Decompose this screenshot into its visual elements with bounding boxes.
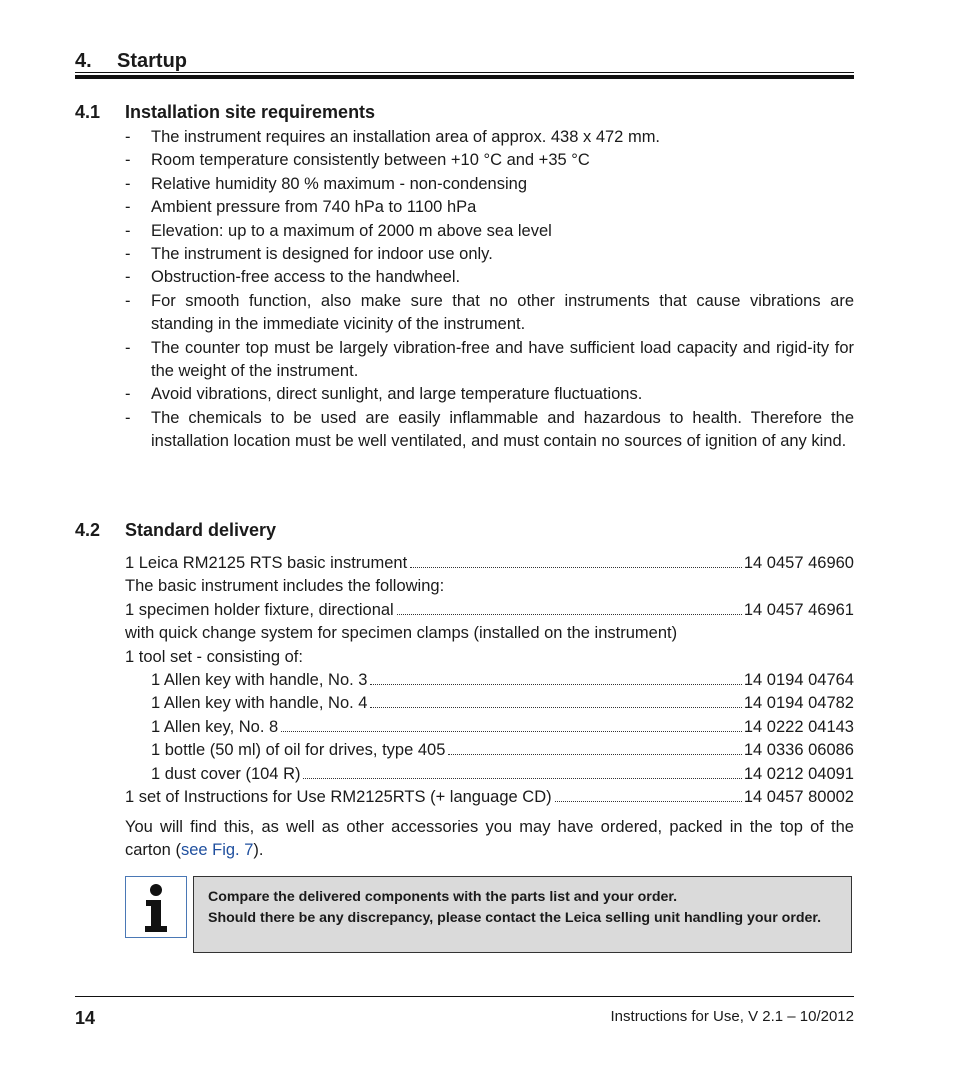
delivery-row bbox=[125, 599, 854, 622]
section-title: Standard delivery bbox=[125, 520, 277, 540]
page-number: 14 bbox=[75, 1008, 96, 1028]
list-item: - Obstruction-free access to the handwheel. bbox=[125, 268, 461, 287]
requirements-list bbox=[125, 126, 854, 454]
part-number: 14 0194 04764 bbox=[743, 671, 854, 690]
item-label: 1 Leica RM2125 RTS basic instrument bbox=[125, 554, 408, 572]
section-heading-installation bbox=[75, 100, 854, 124]
leader-dots bbox=[370, 684, 741, 685]
list-item: - The counter top must be largely vibration-free and have sufficient load capacity and rigid-ity for the weight of the instrument. bbox=[125, 338, 854, 381]
part-number: 14 0457 46960 bbox=[743, 554, 854, 572]
delivery-row bbox=[125, 739, 854, 762]
leader-dots bbox=[281, 731, 742, 732]
list-item: - The chemicals to be used are easily inflammable and hazardous to health. Therefore the installation location must be well ventilated, and must contain no sources of ignition of any kind. bbox=[125, 408, 854, 451]
list-item: - Room temperature consistently between +10 °C and +35 °C bbox=[125, 151, 590, 170]
part-number: 14 0336 06086 bbox=[743, 741, 854, 760]
section-number: 4.1 bbox=[75, 102, 101, 122]
section-title: Installation site requirements bbox=[125, 102, 376, 122]
chapter-rule-thick bbox=[75, 75, 854, 79]
item-label: 1 set of Instructions for Use RM2125RTS (+ language CD) bbox=[125, 788, 552, 807]
leader-dots bbox=[410, 567, 742, 568]
section-heading-delivery bbox=[75, 518, 854, 542]
list-item: - Avoid vibrations, direct sunlight, and large temperature fluctuations. bbox=[125, 385, 643, 404]
delivery-row bbox=[125, 786, 854, 809]
list-item: - The instrument requires an installation area of approx. 438 x 472 mm. bbox=[125, 128, 661, 146]
includes-text: The basic instrument includes the following: bbox=[125, 577, 445, 596]
leader-dots bbox=[303, 778, 741, 779]
leader-dots bbox=[555, 801, 742, 802]
delivery-note: You will find this, as well as other accessories you may have ordered, packed in the top of the carton (see Fig. 7). bbox=[125, 818, 854, 860]
chapter-number: 4. bbox=[75, 50, 92, 72]
item-label: 1 bottle (50 ml) of oil for drives, type 405 bbox=[151, 741, 446, 760]
section-number: 4.2 bbox=[75, 520, 101, 540]
leader-dots bbox=[370, 707, 741, 708]
list-item: - For smooth function, also make sure that no other instruments that cause vibrations are standing in the immediate vicinity of the instrument. bbox=[125, 291, 854, 334]
chapter-heading bbox=[75, 49, 854, 73]
part-number: 14 0222 04143 bbox=[743, 717, 854, 736]
holder-note: with quick change system for specimen clamps (installed on the instrument) bbox=[125, 624, 678, 643]
figure-link[interactable]: see Fig. 7 bbox=[180, 841, 254, 860]
footer-rule bbox=[75, 996, 854, 997]
delivery-list bbox=[125, 552, 854, 809]
part-number: 14 0194 04782 bbox=[743, 694, 854, 713]
delivery-row bbox=[125, 763, 854, 786]
list-item: - Relative humidity 80 % maximum - non-condensing bbox=[125, 174, 528, 193]
chapter-rule-thin bbox=[75, 72, 854, 73]
chapter-title: Startup bbox=[117, 50, 187, 72]
delivery-row bbox=[125, 552, 854, 575]
item-label: 1 dust cover (104 R) bbox=[151, 764, 301, 783]
delivery-row bbox=[125, 692, 854, 715]
item-label: 1 specimen holder fixture, directional bbox=[125, 600, 394, 619]
part-number: 14 0212 04091 bbox=[743, 764, 854, 783]
leader-dots bbox=[397, 614, 742, 615]
item-label: 1 Allen key, No. 8 bbox=[151, 717, 279, 736]
item-label: 1 Allen key with handle, No. 4 bbox=[151, 694, 368, 713]
delivery-row bbox=[125, 669, 854, 692]
list-item: - Elevation: up to a maximum of 2000 m above sea level bbox=[125, 221, 552, 240]
item-label: 1 Allen key with handle, No. 3 bbox=[151, 671, 368, 690]
info-line: Compare the delivered components with the parts list and your order. bbox=[208, 889, 678, 905]
info-box bbox=[193, 876, 852, 953]
document-version: Instructions for Use, V 2.1 – 10/2012 bbox=[610, 1008, 854, 1025]
info-line: Should there be any discrepancy, please contact the Leica selling unit handling your order. bbox=[208, 910, 822, 926]
list-item: - Ambient pressure from 740 hPa to 1100 hPa bbox=[125, 198, 477, 217]
part-number: 14 0457 80002 bbox=[743, 788, 854, 807]
tool-set-text: 1 tool set - consisting of: bbox=[125, 647, 303, 666]
part-number: 14 0457 46961 bbox=[743, 600, 854, 619]
list-item: - The instrument is designed for indoor use only. bbox=[125, 245, 493, 264]
delivery-row bbox=[125, 716, 854, 739]
info-icon bbox=[125, 876, 187, 938]
leader-dots bbox=[448, 754, 741, 755]
